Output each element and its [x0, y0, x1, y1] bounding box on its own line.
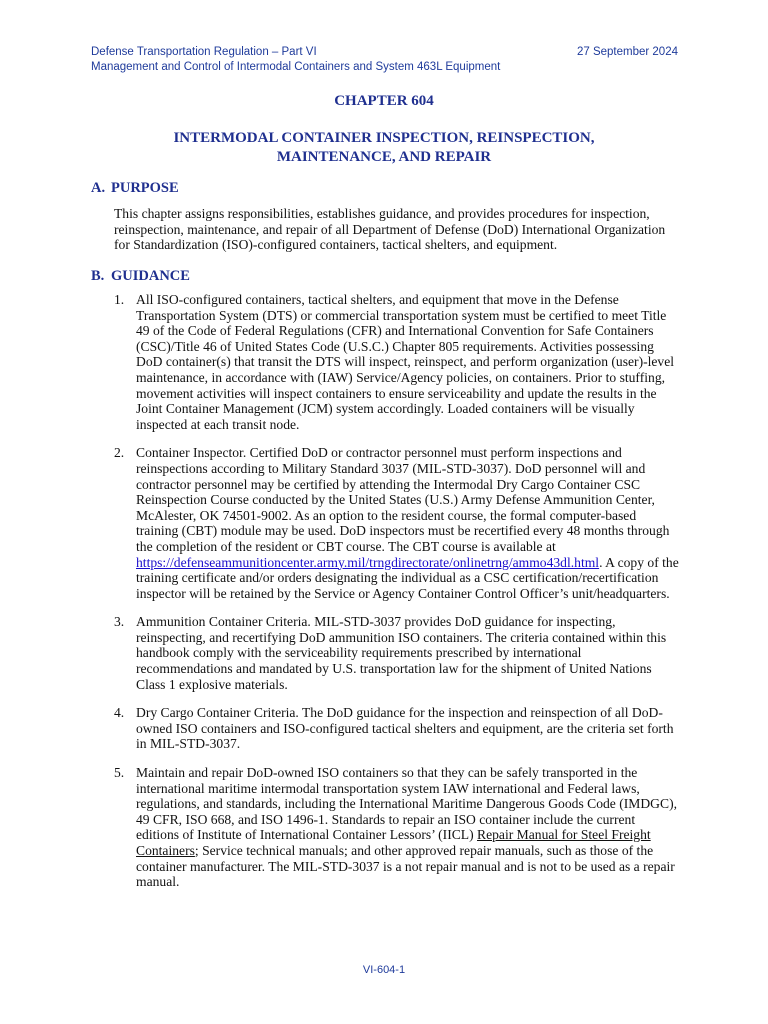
header-date: 27 September 2024	[576, 46, 678, 58]
chapter-title-line-1: INTERMODAL CONTAINER INSPECTION, REINSPECTION,	[173, 130, 595, 146]
item-text-after: ; Service technical manuals; and other approved repair manuals, such as those of the container manufacturer. The MIL-STD-3037 is a not repair manual and is not to be used as a repair manual.	[136, 843, 675, 890]
item-number: 2.	[114, 445, 125, 461]
cbt-course-link[interactable]: https://defenseammunitioncenter.army.mil/trngdirectorate/onlinetrng/ammo43dl.html	[136, 554, 600, 570]
item-text-after-link: . A copy of the training certificate and/or orders designating the individual as a CSC certification/recertification inspector will be retained by the Service or Agency Container Control Officer’s unit/headquarters.	[136, 554, 679, 601]
item-text-before: Maintain and repair DoD-owned ISO containers so that they can be safely transported in the international maritime intermodal transportation system IAW international and Federal laws, regulations, and standards, including the International Maritime Dangerous Goods Code (IMDGC), 49 CFR, ISO 668, and ISO 1496-1. Standards to repair an ISO container include the current editions of Institute of International Container Lessors’ (IICL)	[136, 765, 677, 843]
repair-manual-title: Repair Manual for Steel Freight Containers	[136, 827, 651, 858]
guidance-item-3	[114, 614, 679, 692]
item-text: Dry Cargo Container Criteria. The DoD guidance for the inspection and reinspection of all DoD-owned ISO containers and ISO-configured tactical shelters and equipment, are the criteria set forth in MIL-STD-3037.	[136, 705, 674, 752]
guidance-item-1	[114, 292, 679, 432]
item-number: 1.	[114, 292, 125, 307]
guidance-item-5	[114, 765, 679, 890]
section-b-letter: B.	[91, 268, 105, 284]
section-a-letter: A.	[91, 180, 106, 196]
item-number: 4.	[114, 705, 125, 721]
page-number: VI-604-1	[362, 964, 406, 976]
item-text: Ammunition Container Criteria. MIL-STD-3037 provides DoD guidance for inspecting, reinspecting, and recertifying DoD ammunition ISO containers. The criteria contained within this handbook comply with the serviceability requirements prescribed by international recommendations and mandated by U.S. transportation law for the shipment of United Nations Class 1 explosive materials.	[136, 614, 667, 692]
guidance-item-4	[114, 705, 679, 752]
chapter-number: CHAPTER 604	[334, 93, 434, 109]
running-header	[91, 45, 678, 75]
guidance-item-2	[114, 445, 679, 601]
item-number: 3.	[114, 614, 125, 630]
header-regulation-subtitle: Management and Control of Intermodal Containers and System 463L Equipment	[91, 61, 501, 73]
chapter-title	[0, 129, 768, 167]
guidance-list	[114, 292, 679, 903]
item-number: 5.	[114, 765, 125, 781]
section-b-heading	[91, 268, 190, 285]
section-a-paragraph: This chapter assigns responsibilities, establishes guidance, and provides procedures for inspection, reinspection, maintenance, and repair of all Department of Defense (DoD) International Organization for Standardization (ISO)-configured containers, tactical shelters, and equipment.	[114, 206, 666, 253]
section-b-title: GUIDANCE	[111, 268, 190, 284]
item-text: All ISO-configured containers, tactical shelters, and equipment that move in the Defense Transportation System (DTS) or commercial transportation system must be certified to meet Title 49 of the Code of Federal Regulations (CFR) and International Convention for Safe Containers (CSC)/Title 46 of United States Code (U.S.C.) Chapter 805 requirements. Activities possessing DoD container(s) that transit the DTS will inspect, reinspect, and perform organization (user)-level maintenance, in accordance with (IAW) Service/Agency policies, on containers. Prior to stuffing, movement activities will inspect containers to ensure serviceability and update the results in the Joint Container Management (JCM) system accordingly. Loaded containers will be visually inspected at each transit node.	[136, 292, 675, 432]
section-a-heading	[91, 180, 179, 197]
chapter-title-line-2: MAINTENANCE, AND REPAIR	[276, 149, 492, 165]
item-text-before-link: Container Inspector. Certified DoD or contractor personnel must perform inspections and reinspections according to Military Standard 3037 (MIL-STD-3037). DoD personnel will and contractor personnel may be certified by attending the Intermodal Dry Cargo Container CSC Reinspection Course conducted by the United States (U.S.) Army Defense Ammunition Center, McAlester, OK 74501-9002. As an option to the resident course, the formal computer-based training (CBT) module may be used. DoD inspectors must be recertified every 48 months through the completion of the resident or CBT course. The CBT course is available at	[136, 445, 670, 554]
header-regulation-title: Defense Transportation Regulation – Part VI	[91, 46, 317, 58]
section-a-title: PURPOSE	[111, 180, 179, 196]
